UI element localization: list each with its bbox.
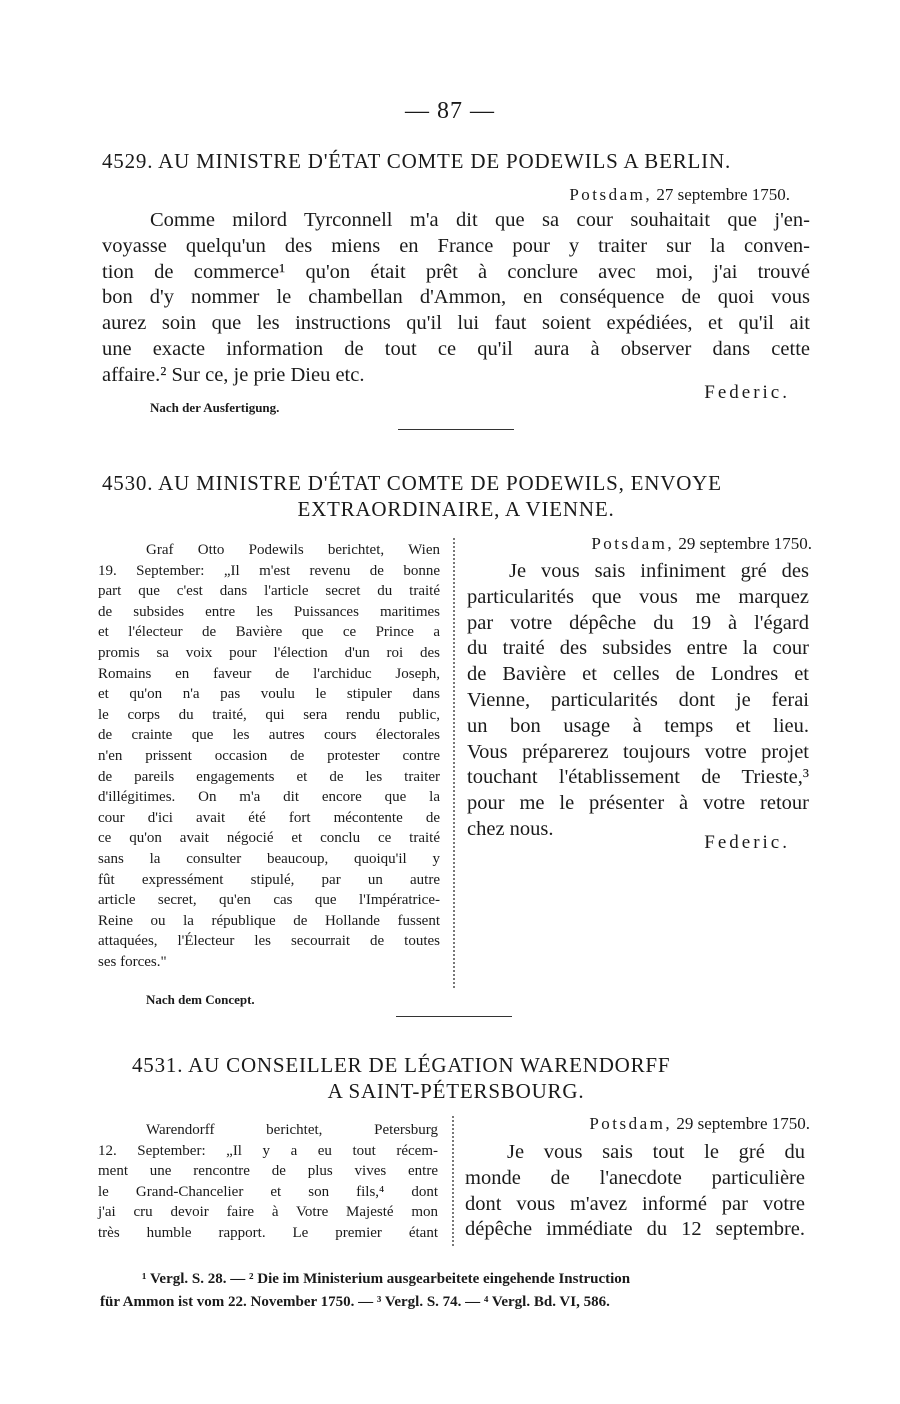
letter-title: AU CONSEILLER DE LÉGATION WARENDORFF	[188, 1053, 671, 1077]
body-line: pour me le présenter à votre retour	[467, 792, 809, 815]
report-summary	[98, 1120, 438, 1244]
signature: Federic.	[704, 832, 790, 853]
column-divider	[452, 1116, 454, 1246]
date: 29 septembre 1750.	[676, 1114, 810, 1133]
summary-line: fût expressément stipulé, par un autre	[98, 871, 440, 888]
letter-title: AU MINISTRE D'ÉTAT COMTE DE PODEWILS, ENVOYE	[158, 471, 722, 495]
body-line: de Bavière et celles de Londres et	[467, 663, 809, 686]
summary-line: et qu'on n'a pas voulu le stipuler dans	[98, 686, 440, 703]
summary-line: ce qu'on avait négocié et conclu ce traité	[98, 830, 440, 847]
summary-line: sans la consulter beaucoup, quoiqu'il y	[98, 850, 440, 867]
footnotes	[100, 1268, 806, 1314]
body-line: touchant l'établissement de Trieste,³	[467, 766, 809, 789]
body-line: par votre dépêche du 19 à l'égard	[467, 611, 809, 634]
body-line: une exacte information de tout ce qu'il aura à observer dans cette	[102, 337, 810, 360]
body-line: aurez soin que les instructions qu'il lui faut soient expédiées, et qu'il ait	[102, 312, 810, 335]
summary-line: Romains en faveur de l'archiduc Joseph,	[98, 665, 440, 682]
date: 27 septembre 1750.	[656, 185, 790, 204]
signature: Federic.	[704, 382, 790, 403]
summary-line: Graf Otto Podewils berichtet, Wien	[146, 542, 440, 558]
place-date	[520, 185, 790, 205]
summary-line: 12. September: „Il y a eu tout récem-	[98, 1142, 438, 1159]
body-line: dont vous m'avez informé par votre	[465, 1192, 805, 1215]
summary-line: j'ai cru devoir faire à Votre Majesté mon	[98, 1204, 438, 1221]
body-line: voyasse quelqu'un des miens en France pour y traiter sur la conven-	[102, 234, 810, 257]
summary-line: le Grand-Chancelier et son fils,⁴ dont	[98, 1183, 438, 1200]
summary-line: cour d'ici avait été fort mécontente de	[98, 809, 440, 826]
letter-number: 4531.	[132, 1053, 184, 1077]
summary-line: de crainte que les autres cours électorales	[98, 727, 440, 744]
summary-line: d'illégitimes. On m'a dit encore que la	[98, 789, 440, 806]
body-line: affaire.² Sur ce, je prie Dieu etc.	[102, 363, 365, 386]
letter-body	[465, 1140, 805, 1243]
body-line: Vienne, particularités dont je ferai	[467, 688, 809, 711]
summary-line: promis sa voix pour l'élection d'un roi des	[98, 644, 440, 661]
summary-line: attaquées, l'Électeur les secourrait de toutes	[98, 933, 440, 950]
summary-line: de pareils engagements et de les traiter	[98, 768, 440, 785]
footnote-line: ¹ Vergl. S. 28. — ² Die im Ministerium ausgearbeitete eingehende Instruction	[142, 1271, 631, 1287]
letter-body	[102, 208, 810, 389]
place: Potsdam,	[589, 1114, 673, 1133]
summary-line: Reine ou la république de Hollande fussent	[98, 912, 440, 929]
place-date	[520, 1114, 810, 1134]
body-line: monde de l'anecdote particulière	[465, 1166, 805, 1189]
body-line: chez nous.	[467, 817, 554, 840]
summary-line: part que c'est dans l'article secret du traité	[98, 583, 440, 600]
letter-number: 4529.	[102, 149, 154, 173]
letter-heading	[132, 1052, 812, 1078]
body-line: bon d'y nommer le chambellan d'Ammon, en conséquence de quoi vous	[102, 286, 810, 309]
body-line: un bon usage à temps et lieu.	[467, 714, 809, 737]
report-summary	[98, 540, 440, 972]
body-line: du traité des subsides entre la cour	[467, 637, 809, 660]
date: 29 septembre 1750.	[678, 534, 812, 553]
letter-title-continued: A SAINT-PÉTERSBOURG.	[327, 1079, 585, 1103]
body-line: tion de commerce¹ qu'on était prêt à conclure avec moi, j'ai trouvé	[102, 260, 810, 283]
letter-title: AU MINISTRE D'ÉTAT COMTE DE PODEWILS A BERLIN.	[158, 149, 731, 173]
place: Potsdam,	[591, 534, 675, 553]
body-line: Je vous sais infiniment gré des	[509, 560, 809, 582]
letter-body	[467, 559, 809, 843]
section-divider	[398, 429, 514, 430]
letter-heading	[102, 148, 814, 174]
summary-line: ment une rencontre de plus vives entre	[98, 1163, 438, 1180]
summary-line: et l'électeur de Bavière que ce Prince a	[98, 624, 440, 641]
body-line: particularités que vous me marquez	[467, 585, 809, 608]
section-divider	[396, 1016, 512, 1017]
body-line: dépêche immédiate du 12 septembre.	[465, 1218, 805, 1241]
place: Potsdam,	[569, 185, 653, 204]
summary-line: ses forces."	[98, 953, 167, 970]
letter-title-continued: EXTRAORDINAIRE, A VIENNE.	[297, 497, 615, 521]
summary-line: n'en prissent occasion de protester contre	[98, 747, 440, 764]
letter-heading	[102, 470, 814, 496]
summary-line: le corps du traité, qui sera rendu public,	[98, 706, 440, 723]
letter-number: 4530.	[102, 471, 154, 495]
summary-line: article secret, qu'en cas que l'Impératrice-	[98, 892, 440, 909]
summary-line: 19. September: „Il m'est revenu de bonne	[98, 562, 440, 579]
body-line: Vous préparerez toujours votre projet	[467, 740, 809, 763]
source-note: Nach dem Concept.	[146, 992, 255, 1007]
page-number: — 87 —	[405, 98, 495, 124]
body-line: Je vous sais tout le gré du	[507, 1141, 805, 1163]
summary-line: très humble rapport. Le premier étant	[98, 1224, 438, 1241]
footnote-line: für Ammon ist vom 22. November 1750. — ³ Vergl. S. 74. — ⁴ Vergl. Bd. VI, 586.	[100, 1294, 610, 1310]
summary-line: de subsides entre les Puissances maritimes	[98, 603, 440, 620]
body-line: Comme milord Tyrconnell m'a dit que sa cour souhaitait que j'en-	[150, 209, 810, 231]
place-date	[520, 534, 812, 554]
source-note: Nach der Ausfertigung.	[150, 400, 280, 415]
column-divider	[453, 538, 455, 988]
summary-line: Warendorff berichtet, Petersburg	[146, 1122, 438, 1138]
